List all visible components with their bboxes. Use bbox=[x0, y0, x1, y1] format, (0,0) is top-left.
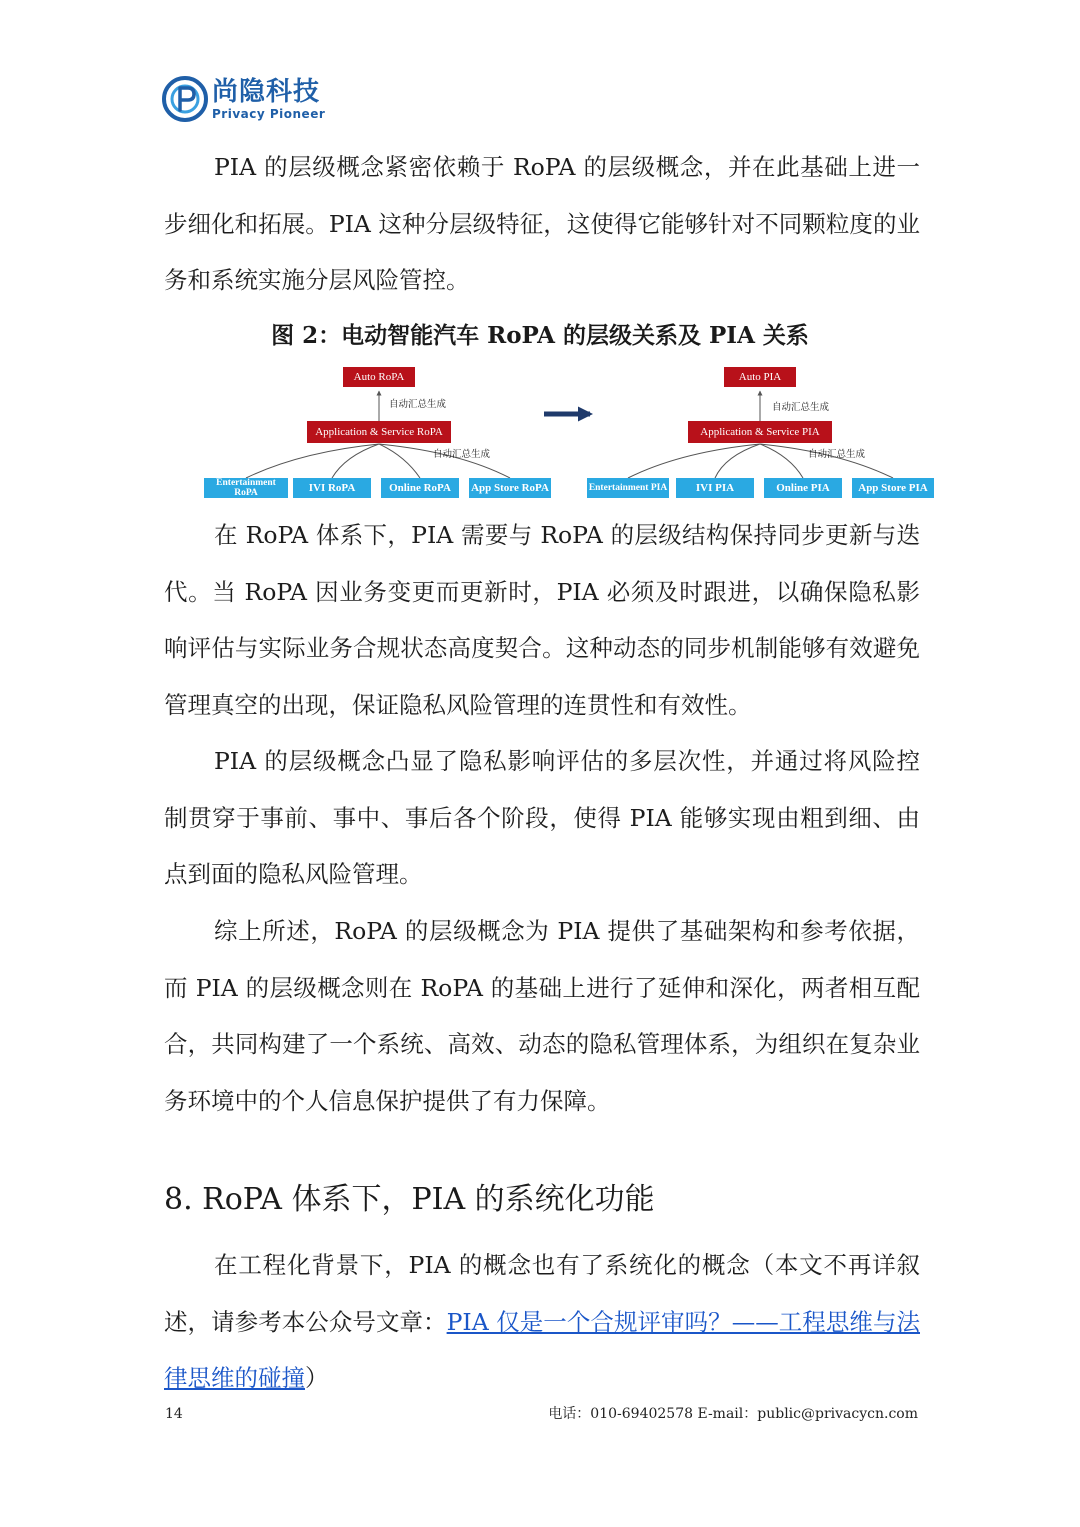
paragraph-1: PIA 的层级概念紧密依赖于 RoPA 的层级概念，并在此基础上进一步细化和拓展。PIA 这种分层级特征，这使得它能够针对不同颗粒度的业务和系统实施分层风险管控。 bbox=[164, 153, 920, 294]
entertainment-pia-box: Entertainment PIA bbox=[587, 478, 669, 498]
pia-lower-label: 自动汇总生成 bbox=[808, 449, 866, 460]
ivi-pia-box: IVI PIA bbox=[676, 478, 754, 498]
ropa-branch-entertainment bbox=[246, 444, 379, 478]
paragraph-5 bbox=[164, 1237, 920, 1407]
app-store-pia-box: App Store PIA bbox=[852, 478, 934, 498]
paragraph-5-end: ） bbox=[305, 1364, 329, 1392]
ropa-branch-online bbox=[379, 444, 420, 478]
page-number: 14 bbox=[165, 1406, 183, 1422]
section-heading: 8. RoPA 体系下，PIA 的系统化功能 bbox=[164, 1182, 655, 1217]
entertainment-ropa-box: Entertainment RoPA bbox=[204, 478, 288, 498]
pia-branch-online bbox=[760, 444, 803, 478]
ropa-upper-label: 自动汇总生成 bbox=[389, 399, 447, 410]
privacy-pioneer-logo-icon bbox=[162, 76, 208, 122]
app-store-ropa-box: App Store RoPA bbox=[469, 478, 551, 498]
ivi-ropa-box: IVI RoPA bbox=[293, 478, 371, 498]
figure-title: 图 2：电动智能汽车 RoPA 的层级关系及 PIA 关系 bbox=[271, 322, 809, 349]
paragraph-4: 综上所述，RoPA 的层级概念为 PIA 提供了基础架构和参考依据，而 PIA 的层级概念则在 RoPA 的基础上进行了延伸和深化，两者相互配合，共同构建了一个系统、高效、动态的隐私管理体系，为组织在复杂业务环境中的个人信息保护提供了有力保障。 bbox=[164, 917, 920, 1115]
logo-chinese-name: 尚隐科技 bbox=[212, 76, 321, 107]
application-service-ropa-box: Application & Service RoPA bbox=[307, 421, 451, 443]
pia-branch-entertainment bbox=[628, 444, 760, 478]
logo-english-name: Privacy Pioneer bbox=[212, 106, 326, 121]
ropa-lower-label: 自动汇总生成 bbox=[433, 449, 491, 460]
auto-ropa-box: Auto RoPA bbox=[343, 367, 415, 387]
pia-upper-label: 自动汇总生成 bbox=[772, 402, 830, 413]
online-pia-box: Online PIA bbox=[764, 478, 842, 498]
article-link[interactable]: PIA 仅是一个合规评审吗？——工程思维与法律思维的碰撞 bbox=[164, 1307, 920, 1392]
footer-contact: 电话：010-69402578 E-mail：public@privacycn.com bbox=[548, 1406, 918, 1422]
ropa-branch-ivi bbox=[332, 444, 379, 478]
application-service-pia-box: Application & Service PIA bbox=[688, 421, 832, 443]
auto-pia-box: Auto PIA bbox=[724, 367, 796, 387]
paragraph-5-text: 在工程化背景下，PIA 的概念也有了系统化的概念（本文不再详叙述，请参考本公众号文章： bbox=[164, 1251, 920, 1336]
paragraph-2: 在 RoPA 体系下，PIA 需要与 RoPA 的层级结构保持同步更新与迭代。当 RoPA 因业务变更而更新时，PIA 必须及时跟进，以确保隐私影响评估与实际业务合规状态高度契合。这种动态的同步机制能够有效避免管理真空的出现，保证隐私风险管理的连贯性和有效性。 bbox=[164, 521, 920, 719]
online-ropa-box: Online RoPA bbox=[381, 478, 459, 498]
paragraph-3: PIA 的层级概念凸显了隐私影响评估的多层次性，并通过将风险控制贯穿于事前、事中、事后各个阶段，使得 PIA 能够实现由粗到细、由点到面的隐私风险管理。 bbox=[164, 747, 920, 888]
pia-branch-ivi bbox=[715, 444, 760, 478]
company-logo bbox=[162, 76, 325, 122]
